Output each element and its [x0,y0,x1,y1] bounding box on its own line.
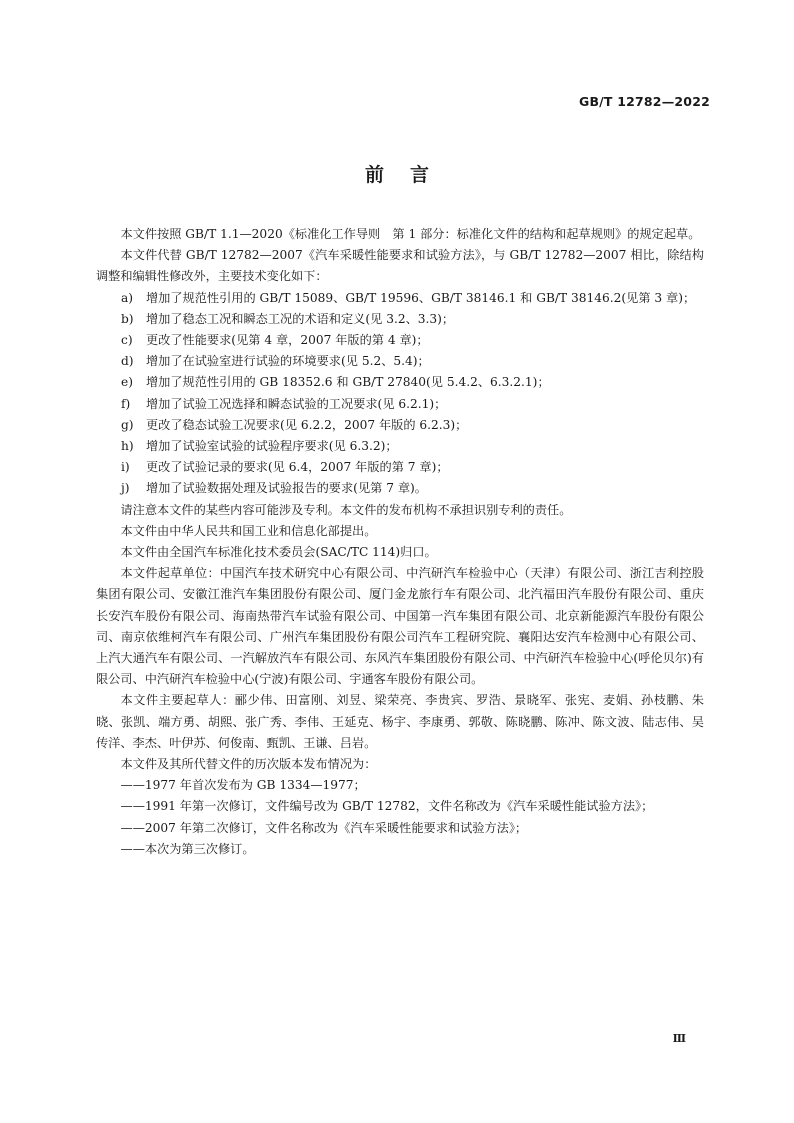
list-item-text: 增加了稳态工况和瞬态工况的术语和定义(见 3.2、3.3)； [146,311,455,326]
history-item: ——2007 年第二次修订，文件名称改为《汽车采暖性能要求和试验方法》； [120,820,528,835]
list-item-label: j) [121,481,130,496]
foreword-body [96,224,704,860]
list-item-label: g) [121,417,134,432]
list-item [96,394,704,415]
list-item-label: c) [121,333,133,348]
history-item: ——1991 年第一次修订，文件编号改为 GB/T 12782，文件名称改为《汽车采暖性能试验方法》； [120,799,654,814]
history-item: ——1977 年首次发布为 GB 1334—1977； [120,778,366,793]
list-item-label: h) [121,439,134,454]
list-item [96,309,704,330]
paragraph-drafting-rules: 本文件按照 GB/T 1.1—2020《标准化工作导则 第 1 部分：标准化文件的结构和起草规则》的规定起草。 [120,227,701,241]
list-item-text: 更改了性能要求(见第 4 章，2007 年版的第 4 章)； [146,333,429,348]
list-item-text: 增加了规范性引用的 GB 18352.6 和 GB/T 27840(见 5.4.2、6.3.2.1)； [146,375,550,390]
list-item-text: 增加了试验数据处理及试验报告的要求(见第 7 章)。 [146,481,427,496]
list-item-text: 增加了试验室试验的试验程序要求(见 6.3.2)； [146,439,398,454]
list-item-text: 更改了稳态试验工况要求(见 6.2.2，2007 年版的 6.2.3)； [146,417,468,432]
paragraph-drafting-organizations: 本文件起草单位：中国汽车技术研究中心有限公司、中汽研汽车检验中心（天津）有限公司、浙江吉利控股集团有限公司、安徽江淮汽车集团股份有限公司、厦门金龙旅行车有限公司、北汽福田汽车股份有限公司、重庆长安汽车股份有限公司、海南热带汽车试验有限公司、中国第一汽车集团有限公司、北京新能源汽车股份有限公司、南京依维柯汽车有限公司、广州汽车集团股份有限公司汽车工程研究院、襄阳达安汽车检测中心有限公司、上汽大通汽车有限公司、一汽解放汽车有限公司、东风汽车集团股份有限公司、中汽研汽车检验中心(呼伦贝尔)有限公司、中汽研汽车检验中心(宁波)有限公司、宇通客车股份有限公司。 [96,566,704,687]
paragraph-patent-notice: 请注意本文件的某些内容可能涉及专利。本文件的发布机构不承担识别专利的责任。 [120,502,572,517]
list-item [96,415,704,436]
list-item [96,351,704,372]
changes-list [96,288,704,500]
list-item-text: 增加了试验工况选择和瞬态试验的工况要求(见 6.2.1)； [146,396,447,411]
paragraph-principal-drafters: 本文件主要起草人：郦少伟、田富刚、刘昱、梁荣亮、李贵宾、罗浩、景晓军、张宪、麦娟、孙枝鹏、朱晓、张凯、端方勇、胡熙、张广秀、李伟、王延克、杨宇、李康勇、郭敬、陈晓鹏、陈冲、陈文波、陆志伟、吴传洋、李杰、叶伊苏、何俊南、甄凯、王谦、吕岩。 [96,693,704,750]
paragraph-version-history-intro: 本文件及其所代替文件的历次版本发布情况为： [120,757,377,772]
paragraph-proposed-by: 本文件由中华人民共和国工业和信息化部提出。 [120,523,377,538]
list-item-text: 增加了规范性引用的 GB/T 15089、GB/T 19596、GB/T 38146.1 和 GB/T 38146.2(见第 3 章)； [146,290,696,305]
list-item-text: 增加了在试验室进行试验的环境要求(见 5.2、5.4)； [146,354,430,369]
paragraph-under-jurisdiction: 本文件由全国汽车标准化技术委员会(SAC/TC 114)归口。 [120,545,437,560]
history-item: ——本次为第三次修订。 [120,841,255,856]
list-item-label: f) [121,396,131,411]
list-item-label: a) [121,290,134,305]
page-number: Ⅲ [672,1032,686,1045]
history-list [96,775,704,860]
paragraph-replacement: 本文件代替 GB/T 12782—2007《汽车采暖性能要求和试验方法》，与 GB/T 12782—2007 相比，除结构调整和编辑性修改外，主要技术变化如下： [96,248,704,284]
list-item-label: e) [121,375,133,390]
list-item [96,372,704,393]
list-item [96,330,704,351]
list-item-text: 更改了试验记录的要求(见 6.4，2007 年版的第 7 章)； [146,460,449,475]
list-item-label: d) [121,354,134,369]
list-item-label: b) [121,311,134,326]
list-item-label: i) [121,460,130,475]
list-item [96,478,704,499]
list-item [96,436,704,457]
page-title: 前言 [364,164,455,186]
standard-number: GB/T 12782—2022 [578,94,710,109]
list-item [96,457,704,478]
list-item [96,288,704,309]
